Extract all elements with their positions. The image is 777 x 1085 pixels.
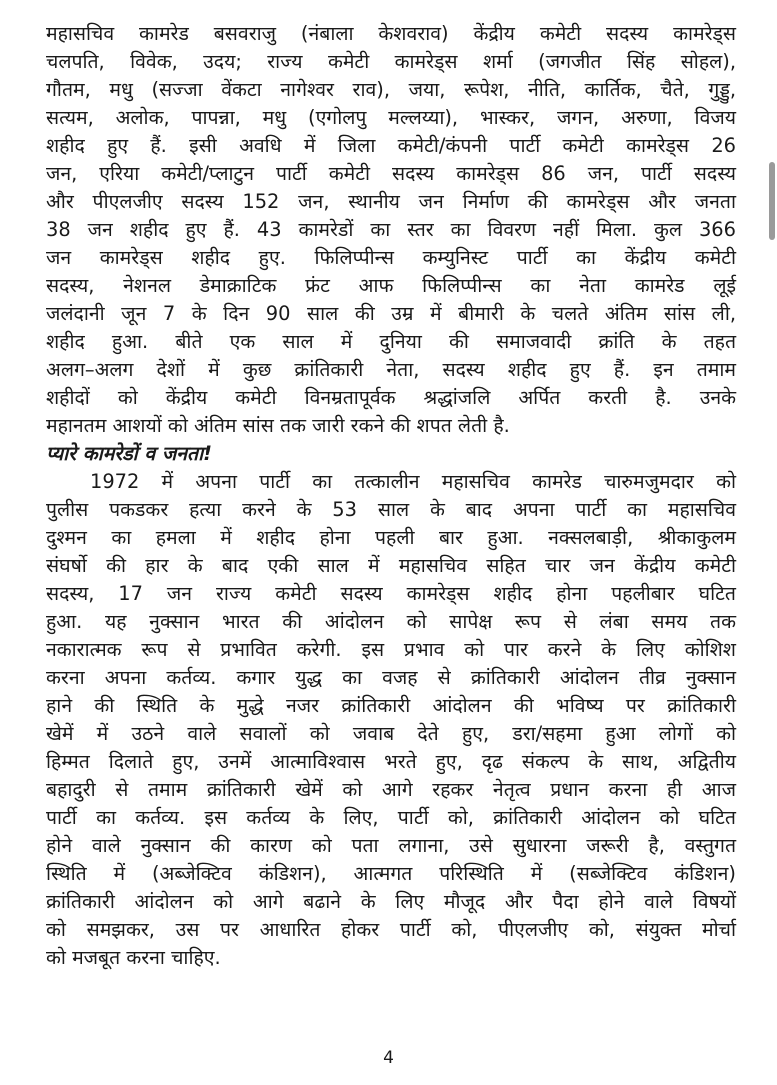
text-line: चलपति, विवेक, उदय; राज्य कमेटी कामरेड्स शर्मा (जगजीत सिंह सोहल), bbox=[46, 50, 736, 73]
text-line: संघर्षो की हार के बाद एकी साल में महासचिव सहित चार जन केंद्रीय कमेटी bbox=[46, 554, 736, 577]
text-line: महासचिव कामरेड बसवराजु (नंबाला केशवराव) केंद्रीय कमेटी सदस्य कामरेड्स bbox=[46, 22, 736, 45]
text-line: हाने की स्थिति के मुद्धे नजर क्रांतिकारी आंदोलन की भविष्य पर क्रांतिकारी bbox=[46, 694, 736, 717]
text-line: 1972 में अपना पार्टी का तत्कालीन महासचिव कामरेड चारुमजुमदार को bbox=[90, 470, 736, 493]
page-number: 4 bbox=[383, 1048, 394, 1068]
scrollbar-thumb[interactable] bbox=[769, 162, 775, 240]
text-line: शहीदों को केंद्रीय कमेटी विनम्रतापूर्वक श्रद्धांजलि अर्पित करती है. उनके bbox=[46, 386, 736, 409]
text-line: क्रांतिकारी आंदोलन को आगे बढाने के लिए मौजूद और पैदा होने वाले विषयों bbox=[46, 890, 736, 913]
text-line: नकारात्मक रूप से प्रभावित करेगी. इस प्रभाव को पार करने के लिए कोशिश bbox=[46, 638, 736, 661]
text-line: शहीद हुआ. बीते एक साल में दुनिया की समाजवादी क्रांति के तहत bbox=[46, 330, 736, 353]
text-line: सदस्य, 17 जन राज्य कमेटी सदस्य कामरेड्स शहीद होना पहलीबार घटित bbox=[46, 582, 736, 605]
text-line: को समझकर, उस पर आधारित होकर पार्टी को, पीएलजीए को, संयुक्त मोर्चा bbox=[46, 918, 736, 941]
text-line: महानतम आशयों को अंतिम सांस तक जारी रकने की शपत लेती है. bbox=[46, 414, 510, 437]
text-line: 38 जन शहीद हुए हैं. 43 कामरेडों का स्तर का विवरण नहीं मिला. कुल 366 bbox=[46, 218, 736, 241]
text-line: सत्यम, अलोक, पापन्ना, मधु (एगोलपु मल्लय्या), भास्कर, जगन, अरुणा, विजय bbox=[46, 106, 736, 129]
text-line: दुश्मन का हमला में शहीद होना पहली बार हुआ. नक्सलबाड़ी, श्रीकाकुलम bbox=[46, 526, 736, 549]
section-heading: प्यारे कामरेडों व जनता! bbox=[46, 442, 212, 465]
text-line: होने वाले नुक्सान की कारण को पता लगाना, उसे सुधारना जरूरी है, वस्तुगत bbox=[46, 834, 736, 857]
paragraph-party-duty bbox=[46, 468, 736, 972]
text-line: स्थिति में (अब्जेक्टिव कंडिशन), आत्मगत परिस्थिति में (सब्जेक्टिव कंडिशन) bbox=[46, 862, 736, 885]
text-line: जलंदानी जून 7 के दिन 90 साल की उम्र में बीमारी के चलते अंतिम सांस ली, bbox=[46, 302, 736, 325]
paragraph-tributes bbox=[46, 20, 736, 440]
text-line: पार्टी का कर्तव्य. इस कर्तव्य के लिए, पार्टी को, क्रांतिकारी आंदोलन को घटित bbox=[46, 806, 736, 829]
text-line: हुआ. यह नुक्सान भारत की आंदोलन को सापेक्ष रूप से लंबा समय तक bbox=[46, 610, 736, 633]
text-line: हिम्मत दिलाते हुए, उनमें आत्माविश्वास भरते हुए, दृढ संकल्प के साथ, अद्वितीय bbox=[46, 750, 736, 773]
text-line: करना अपना कर्तव्य. कगार युद्ध का वजह से क्रांतिकारी आंदोलन तीव्र नुक्सान bbox=[46, 666, 736, 689]
text-column bbox=[46, 20, 736, 972]
text-line: बहादुरी से तमाम क्रांतिकारी खेमें को आगे रहकर नेतृत्व प्रधान करना ही आज bbox=[46, 778, 736, 801]
text-line: शहीद हुए हैं. इसी अवधि में जिला कमेटी/कंपनी पार्टी कमेटी कामरेड्स 26 bbox=[46, 134, 736, 157]
text-line: पुलीस पकडकर हत्या करने के 53 साल के बाद अपना पार्टी का महासचिव bbox=[46, 498, 736, 521]
text-line: गौतम, मधु (सज्जा वेंकटा नागेश्वर राव), जया, रूपेश, नीति, कार्तिक, चैते, गुड्डु, bbox=[46, 78, 736, 101]
text-line: खेमें में उठने वाले सवालों को जवाब देते हुए, डरा/सहमा हुआ लोगों को bbox=[46, 722, 736, 745]
text-line: सदस्य, नेशनल डेमाक्राटिक फ्रंट आफ फिलिप्पीन्स का नेता कामरेड लूई bbox=[46, 274, 736, 297]
text-line: अलग–अलग देशों में कुछ क्रांतिकारी नेता, सदस्य शहीद हुए हैं. इन तमाम bbox=[46, 358, 736, 381]
text-line: जन कामरेड्स शहीद हुए. फिलिप्पीन्स कम्युनिस्ट पार्टी का केंद्रीय कमेटी bbox=[46, 246, 736, 269]
text-line: को मजबूत करना चाहिए. bbox=[46, 946, 221, 969]
text-line: जन, एरिया कमेटी/प्लाटुन पार्टी कमेटी सदस्य कामरेड्स 86 जन, पार्टी सदस्य bbox=[46, 162, 736, 185]
text-line: और पीएलजीए सदस्य 152 जन, स्थानीय जन निर्माण की कामरेड्स और जनता bbox=[46, 190, 736, 213]
